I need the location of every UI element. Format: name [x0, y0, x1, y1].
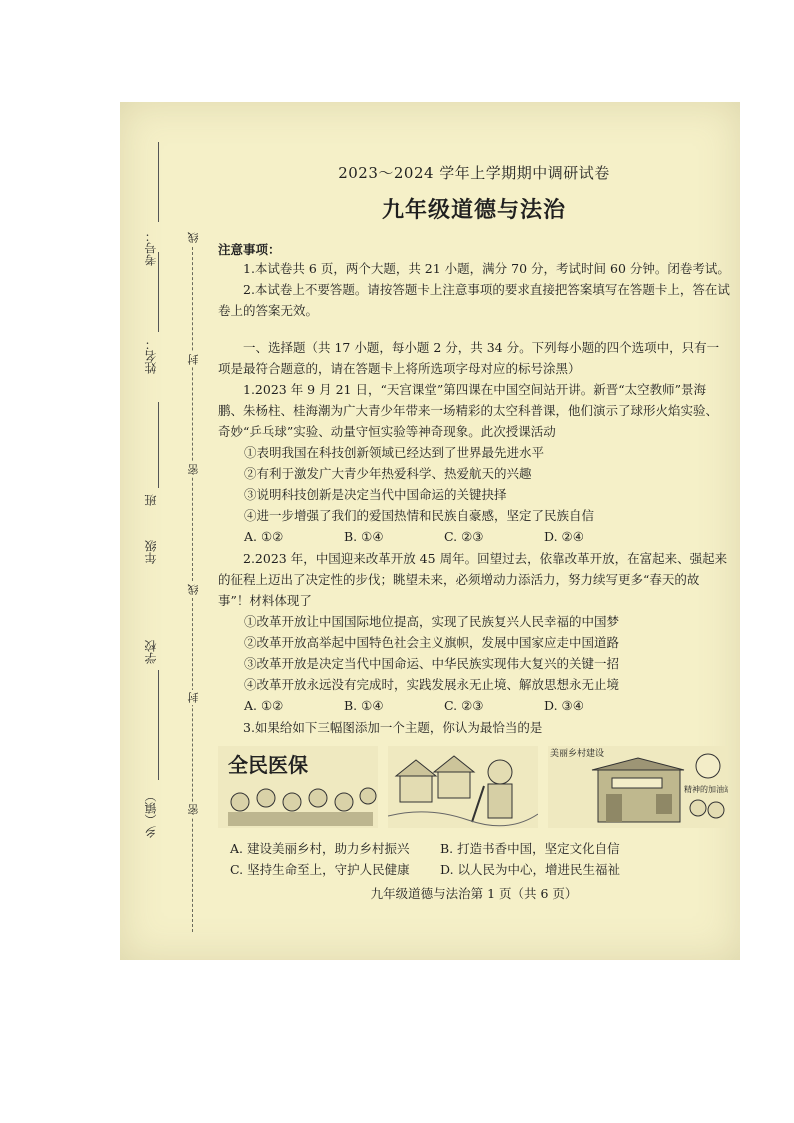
rural-construction-caption: 美丽乡村建设: [550, 749, 605, 759]
town-label: 乡（镇）: [144, 790, 158, 838]
spiritual-station-picture: [548, 746, 728, 828]
q2-choices: [218, 695, 730, 717]
q1-stem: 1.2023 年 9 月 21 日，“天宫课堂”第四课在中国空间站开讲。新晋“太空教师”景海鹏、朱杨柱、桂海潮为广大青少年带来一场精彩的太空科普课，他们演示了球形火焰实验、奇妙“乒乓球”实验、动量守恒实验等神奇现象。此次授课活动: [218, 382, 719, 439]
binding-margin: [120, 102, 200, 960]
seal-char-6: 密: [187, 804, 200, 815]
q3-stem: 3.如果给如下三幅图添加一个主题，你认为最恰当的是: [243, 720, 543, 735]
exam-number-field: [158, 142, 159, 222]
seal-char-4: 线: [187, 584, 200, 595]
spiritual-station-caption: 精神的加油站: [684, 785, 728, 794]
q2-choice-a: A. ①②: [244, 698, 284, 713]
q1-option-3: ③说明科技创新是决定当代中国命运的关键抉择: [244, 487, 507, 502]
seal-char-5: 封: [187, 692, 200, 703]
subject-title: 九年级道德与法治: [381, 197, 566, 223]
school-label: 学校: [144, 640, 158, 664]
notice-item-1: 1.本试卷共 6 页，两个大题，共 21 小题，满分 70 分，考试时间 60 分钟。闭卷考试。: [243, 261, 730, 276]
notice-item-2: 2.本试卷上不要答题。请按答题卡上注意事项的要求直接把答案填写在答题卡上，答在试卷上的答案无效。: [218, 282, 730, 318]
q1-option-2: ②有利于激发广大青少年热爱科学、热爱航天的兴趣: [244, 466, 532, 481]
q2-choice-d: D. ③④: [544, 698, 584, 713]
name-field: [158, 252, 159, 332]
exam-paper: [120, 102, 740, 960]
q2-choice-b: B. ①④: [344, 698, 384, 713]
q1-choice-a: A. ①②: [244, 529, 284, 544]
seal-char-2: 封: [187, 354, 200, 365]
q2-option-1: ①改革开放让中国国际地位提高，实现了民族复兴人民幸福的中国梦: [244, 614, 620, 629]
seal-char-1: 线: [187, 232, 200, 243]
school-field: [158, 670, 159, 780]
rural-construction-picture: [388, 746, 538, 828]
seal-char-3: 密: [187, 464, 200, 475]
q2-option-2: ②改革开放高举起中国特色社会主义旗帜，发展中国家应走中国道路: [244, 635, 620, 650]
q3-answer-d: D. 以人民为中心，增进民生福祉: [440, 862, 621, 877]
q3-answers: [218, 838, 730, 880]
exam-number-label: 考号：: [144, 230, 158, 266]
health-insurance-picture: [218, 746, 378, 828]
q1-choice-c: C. ②③: [444, 529, 484, 544]
q3-answer-b: B. 打造书香中国，坚定文化自信: [440, 841, 620, 856]
page-footer: 九年级道德与法治第 1 页（共 6 页）: [370, 886, 578, 901]
q1-choice-b: B. ①④: [344, 529, 384, 544]
q2-option-4: ④改革开放永远没有完成时，实践发展永无止境、解放思想永无止境: [244, 677, 620, 692]
exam-title: 2023～2024 学年上学期期中调研试卷: [338, 164, 610, 182]
section-heading: 一、选择题（共 17 小题，每小题 2 分，共 34 分。下列每小题的四个选项中，只有一项是最符合题意的，请在答题卡上将所选项字母对应的标号涂黑）: [218, 340, 720, 376]
q3-pictures: [218, 746, 730, 832]
name-label: 姓名：: [144, 338, 158, 374]
q1-option-4: ④进一步增强了我们的爱国热情和民族自豪感，坚定了民族自信: [244, 508, 595, 523]
q2-option-3: ③改革开放是决定当代中国命运、中华民族实现伟大复兴的关键一招: [244, 656, 620, 671]
q1-choice-d: D. ②④: [544, 529, 584, 544]
q1-choices: [218, 526, 730, 548]
class-field: [158, 402, 159, 488]
q3-answer-a: A. 建设美丽乡村，助力乡村振兴: [230, 841, 410, 856]
rural-village-illustration: [388, 746, 538, 828]
library-building-illustration: [548, 746, 728, 828]
q1-option-1: ①表明我国在科技创新领域已经达到了世界最先进水平: [244, 445, 545, 460]
class-label: 班: [144, 494, 158, 506]
page-content: [218, 152, 730, 902]
notice-heading: 注意事项：: [218, 242, 281, 257]
q2-choice-c: C. ②③: [444, 698, 484, 713]
health-insurance-illustration: [218, 746, 378, 828]
health-insurance-caption: 全民医保: [228, 753, 308, 777]
q3-answer-c: C. 坚持生命至上，守护人民健康: [230, 862, 410, 877]
grade-label: 年级: [144, 540, 158, 564]
q2-stem: 2.2023 年，中国迎来改革开放 45 周年。回望过去，依靠改革开放，在富起来、强起来的征程上迈出了决定性的步伐；眺望未来，必须增动力添活力，努力续写更多“春天的故事”！材料体现了: [218, 551, 728, 608]
